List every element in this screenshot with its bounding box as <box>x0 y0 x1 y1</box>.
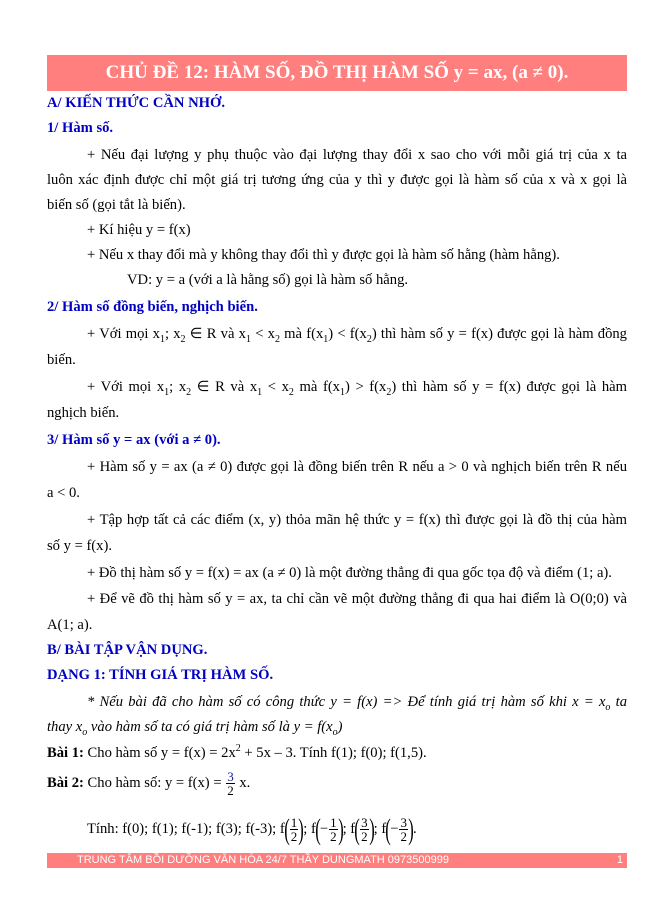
subsection-3-heading: 3/ Hàm số y = ax (với a ≠ 0). <box>47 432 221 448</box>
subsection-2-heading: 2/ Hàm số đồng biến, nghịch biến. <box>47 299 258 315</box>
paragraph-line: luôn xác định được chỉ một giá trị tương ứng của y thì y được gọi là hàm số của x và x gọi là <box>47 172 627 188</box>
paragraph-line: A(1; a). <box>47 617 93 633</box>
paragraph-line: + Để vẽ đồ thị hàm số y = ax, ta chỉ cần vẽ một đường thẳng đi qua hai điểm là O(0;0) và <box>87 591 627 607</box>
paragraph-line: biến. <box>47 352 76 368</box>
exercise-2: Bài 2: Cho hàm số: y = f(x) = $\frac{3}{2}$ x. <box>47 769 251 799</box>
paragraph-line: + Với mọi $x_1$; $x_2$ ∈ R và $x_1 < x_2$ mà $f(x_1) > f(x_2)$ thì hàm số y = f(x) được gọi là hàm <box>87 379 627 398</box>
subsection-1-heading: 1/ Hàm số. <box>47 120 114 136</box>
exercise-label: Bài 1: <box>47 745 84 761</box>
exercise-label: Bài 2: <box>47 775 84 791</box>
paragraph-line: số y = f(x). <box>47 538 112 554</box>
topic-title: CHỦ ĐỀ 12: HÀM SỐ, ĐỒ THỊ HÀM SỐ y = ax, (a ≠ 0). <box>105 62 569 83</box>
paragraph-line: + Nếu đại lượng y phụ thuộc vào đại lượng thay đổi x sao cho với mỗi giá trị của x ta <box>87 147 627 163</box>
paragraph-line: + Nếu x thay đổi mà y không thay đổi thì y được gọi là hàm số hằng (hàm hằng). <box>87 247 560 263</box>
paragraph-line: biến số (gọi tắt là biến). <box>47 197 186 213</box>
page-number: 1 <box>616 854 623 866</box>
section-a-heading: A/ KIẾN THỨC CẦN NHỚ. <box>47 95 225 111</box>
exercise-1: Bài 1: Cho hàm số $y = f(x) = 2x^2 + 5x - 3$. Tính f(1); f(0); f(1,5). <box>47 743 427 761</box>
paragraph-line: nghịch biến. <box>47 405 120 421</box>
paragraph-line: + Tập hợp tất cả các điểm (x, y) thỏa mãn hệ thức y = f(x) thì được gọi là đồ thị của hàm <box>87 512 627 528</box>
example-line: VD: y = a (với a là hằng số) gọi là hàm số hằng. <box>127 272 409 288</box>
paragraph-line: + Đồ thị hàm số y = f(x) = ax (a ≠ 0) là một đường thẳng đi qua gốc tọa độ và điểm (1; a). <box>87 565 612 581</box>
paragraph-line: + Với mọi $x_1$; $x_2$ ∈ R và $x_1 < x_2$ mà $f(x_1) < f(x_2)$ thì hàm số y = f(x) được gọi là hàm đồng <box>87 326 627 345</box>
exercise-2-task: Tính: f(0); f(1); f(-1); f(3); f(-3); f( $\frac{1}{2}$ ); f(− $\frac{1}{2}$ ); f( $\frac{3}{2}$ ); f(− $\frac{3}{2}$ ). <box>87 812 417 846</box>
section-b-heading: B/ BÀI TẬP VẬN DỤNG. <box>47 642 208 658</box>
page-footer <box>47 853 627 868</box>
dang-1-heading: DẠNG 1: TÍNH GIÁ TRỊ HÀM SỐ. <box>47 667 274 683</box>
fraction: $\frac{3}{2}$ <box>227 769 234 799</box>
topic-title-banner <box>47 55 627 91</box>
paragraph-line: + Kí hiệu y = f(x) <box>87 222 191 238</box>
paragraph-line: + Hàm số y = ax (a ≠ 0) được gọi là đồng biến trên R nếu a > 0 và nghịch biến trên R nếu <box>87 459 627 475</box>
footer-text: TRUNG TÂM BỒI DƯỠNG VĂN HÓA 24/7 THẦY DUNGMATH 0973500999 <box>77 854 449 866</box>
paragraph-line: a < 0. <box>47 485 80 501</box>
note-line: thay $x_o$ vào hàm số ta có giá trị hàm số là $y = f(x_o)$ <box>47 719 343 738</box>
note-line: * Nếu bài đã cho hàm số có công thức y = f(x) => Để tính giá trị hàm số khi $x = x_o$ ta <box>87 694 627 713</box>
